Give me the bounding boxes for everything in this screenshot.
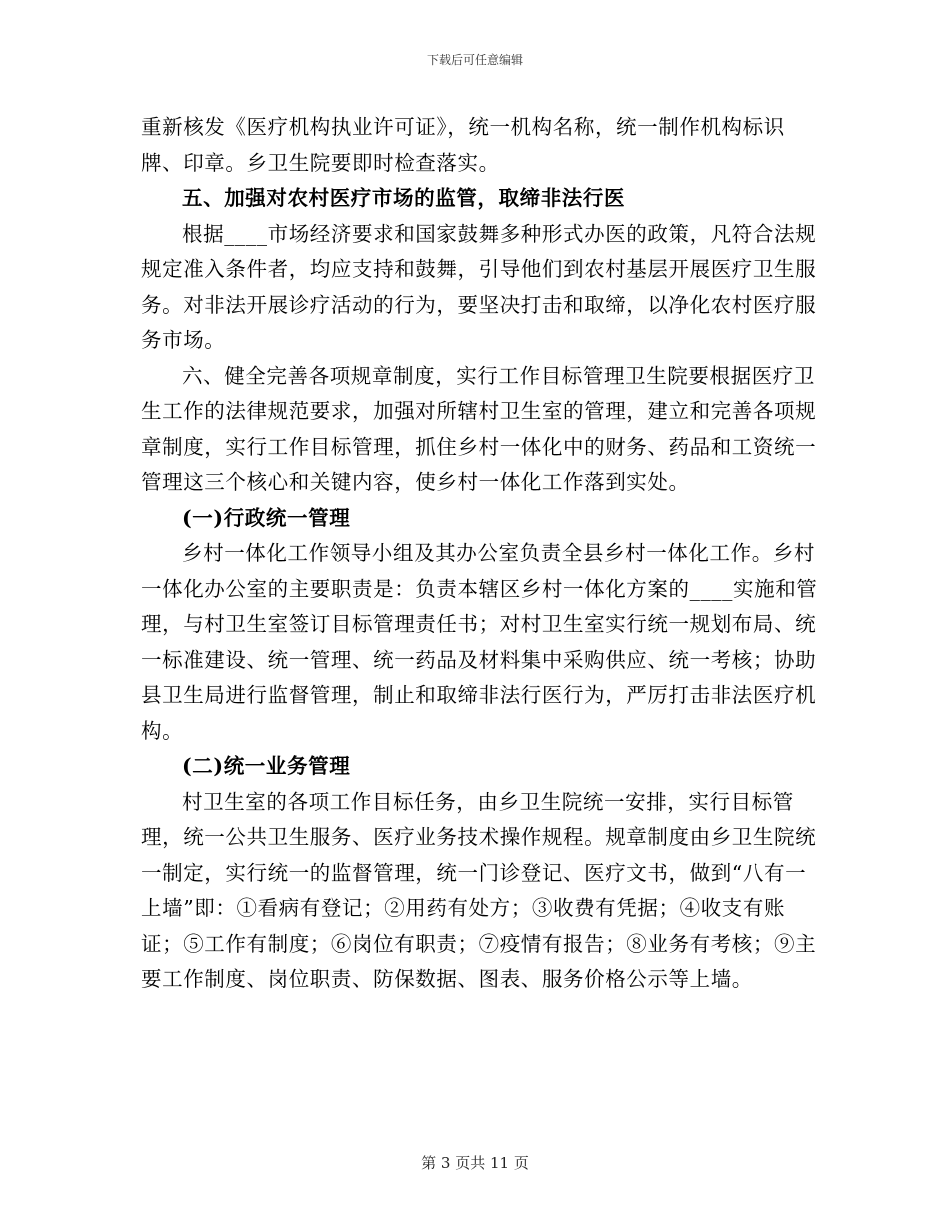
document-body	[141, 110, 821, 998]
section-heading-market-supervision: 五、加强对农村医疗市场的监管，取缔非法行医	[182, 186, 626, 210]
page-number-footer: 第 3 页共 11 页	[421, 1154, 529, 1172]
paragraph-market-supervision: 根据____市场经济要求和国家鼓舞多种形式办医的政策，凡符合法规规定准入条件者，均应支持和鼓舞，引导他们到农村基层开展医疗卫生服务。对非法开展诊疗活动的行为，要坚决打击和取缔，以净化农村医疗服务市场。	[141, 221, 817, 352]
paragraph-administrative-management: 乡村一体化工作领导小组及其办公室负责全县乡村一体化工作。乡村一体化办公室的主要职责是：负责本辖区乡村一体化方案的____实施和管理，与村卫生室签订目标管理责任书；对村卫生室实行统一规划布局、统一标准建设、统一管理、统一药品及材料集中采购供应、统一考核；协助县卫生局进行监督管理，制止和取缔非法行医行为，严厉打击非法医疗机构。	[141, 541, 818, 743]
paragraph-license-reissue: 重新核发《医疗机构执业许可证》，统一机构名称，统一制作机构标识牌、印章。乡卫生院要即时检查落实。	[141, 115, 785, 175]
paragraph-business-management: 村卫生室的各项工作目标任务，由乡卫生院统一安排，实行目标管理，统一公共卫生服务、医疗业务技术操作规程。规章制度由乡卫生院统一制定，实行统一的监督管理，统一门诊登记、医疗文书，做到“八有一上墙”即：①看病有登记；②用药有处方；③收费有凭据；④收支有账证；⑤工作有制度；⑥岗位有职责；⑦疫情有报告；⑧业务有考核；⑨主要工作制度、岗位职责、防保数据、图表、服务价格公示等上墙。	[141, 789, 817, 991]
page-header: 下载后可任意编辑	[426, 53, 523, 67]
subheading-business-management: (二)统一业务管理	[182, 754, 351, 778]
subheading-administrative-management: (一)行政统一管理	[182, 505, 351, 530]
paragraph-rules-system: 六、健全完善各项规章制度，实行工作目标管理卫生院要根据医疗卫生工作的法律规范要求，加强对所辖村卫生室的管理，建立和完善各项规章制度，实行工作目标管理，抓住乡村一体化中的财务、药品和工资统一管理这三个核心和关键内容，使乡村一体化工作落到实处。	[141, 363, 817, 494]
